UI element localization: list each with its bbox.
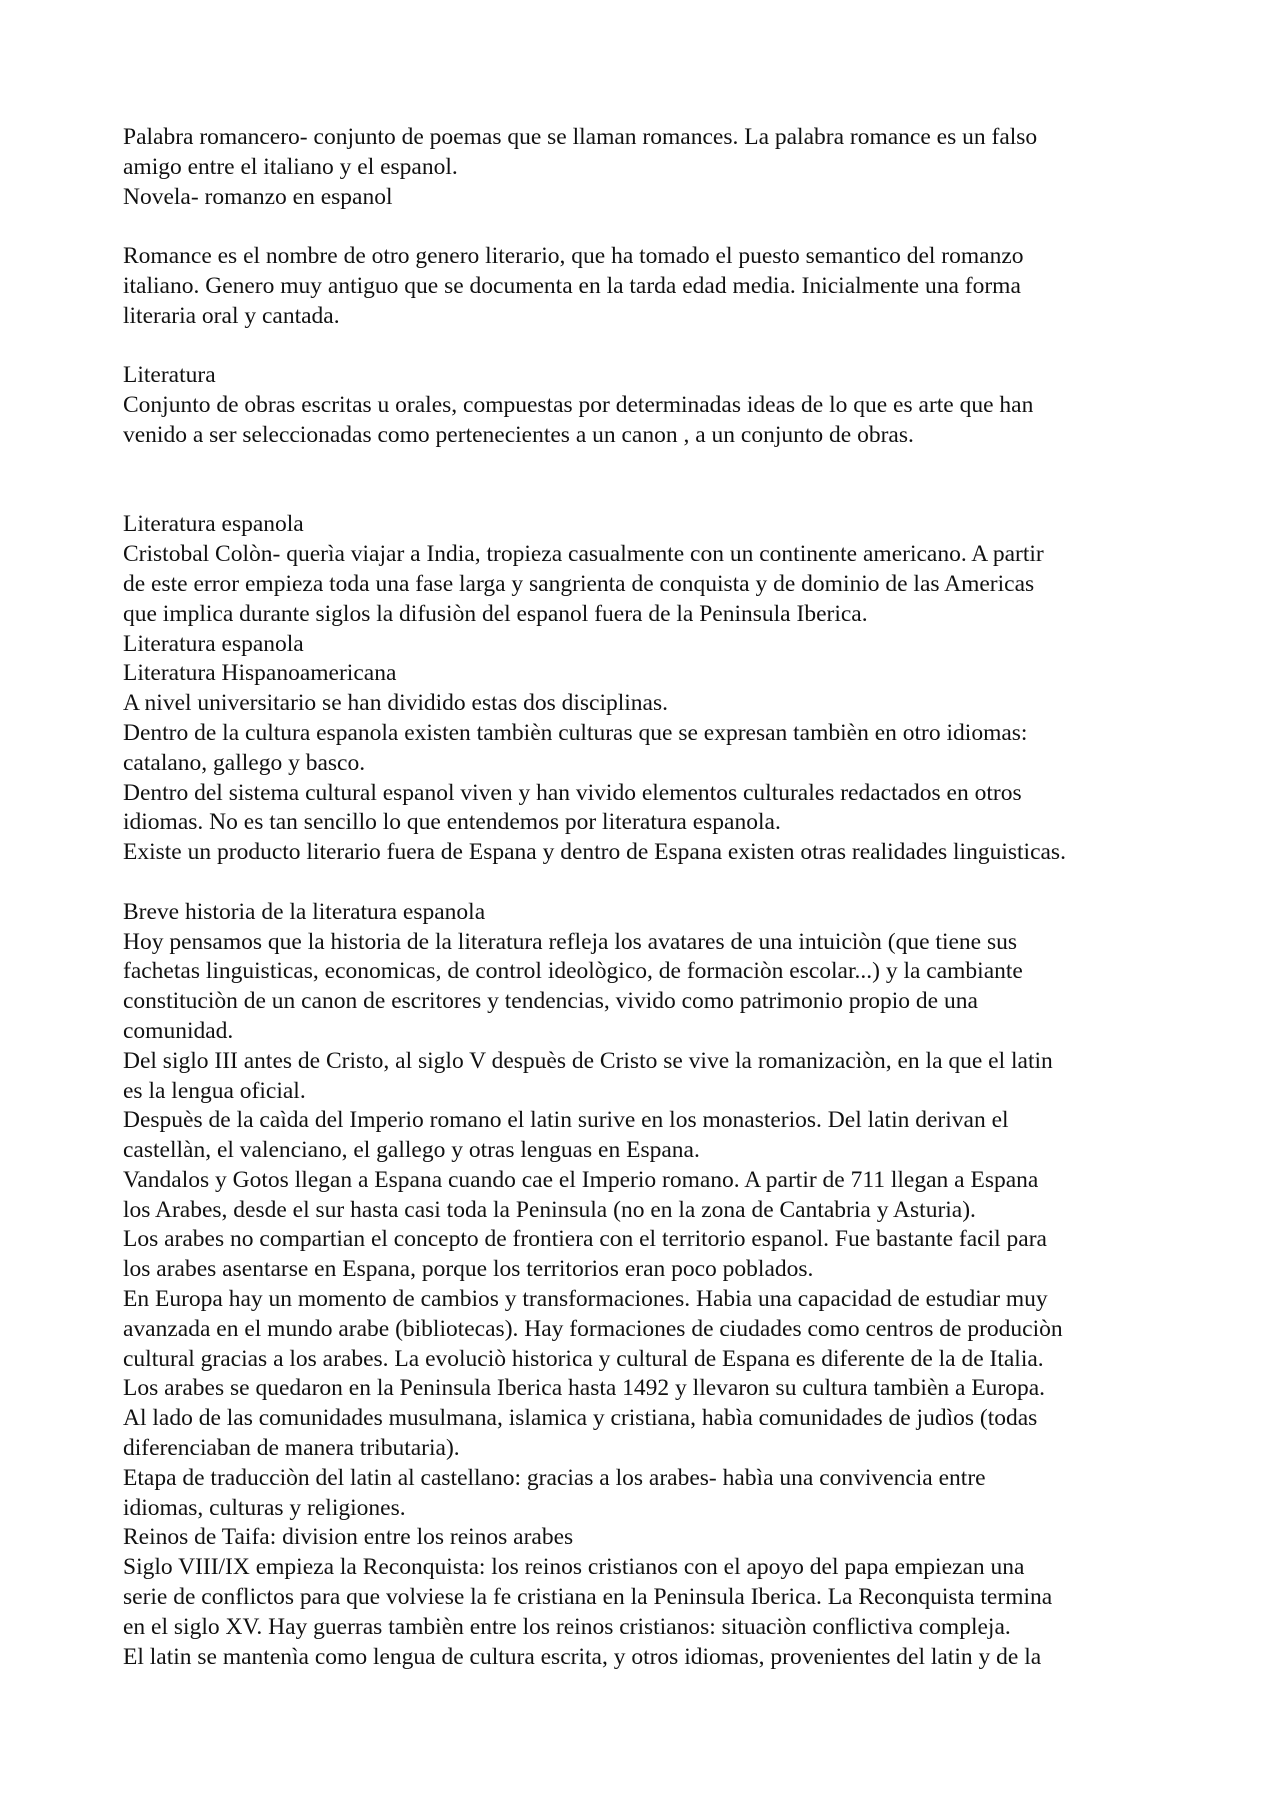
text-line: Literatura Hispanoamericana [123, 660, 397, 687]
text-line: Novela- romanzo en espanol [123, 183, 393, 210]
text-line: Dentro de la cultura espanola existen tambièn culturas que se expresan tambièn en otro idiomas: [123, 719, 1028, 746]
text-line: castellàn, el valenciano, el gallego y otras lenguas en Espana. [123, 1137, 700, 1164]
text-line: Hoy pensamos que la historia de la literatura refleja los avatares de una intuiciòn (que tiene sus [123, 928, 1017, 955]
text-line: Romance es el nombre de otro genero literario, que ha tomado el puesto semantico del romanzo [123, 243, 1024, 270]
text-line: Literatura espanola [123, 511, 304, 538]
text-line: Etapa de traducciòn del latin al castellano: gracias a los arabes- habìa una convivencia entre [123, 1464, 986, 1491]
blank-line [123, 212, 1183, 242]
text-line: Reinos de Taifa: division entre los reinos arabes [123, 1524, 574, 1551]
text-line: Cristobal Colòn- querìa viajar a India, tropieza casualmente con un continente americano. A partir [123, 541, 1044, 568]
blank-line [123, 868, 1183, 898]
text-line: catalano, gallego y basco. [123, 749, 366, 776]
text-line: Dentro del sistema cultural espanol viven y han vivido elementos culturales redactados en otros [123, 779, 1022, 806]
blank-line [123, 481, 1183, 511]
text-line: idiomas. No es tan sencillo lo que entendemos por literatura espanola. [123, 809, 781, 836]
text-line: de este error empieza toda una fase larga y sangrienta de conquista y de dominio de las Americas [123, 570, 1035, 597]
blank-line [123, 332, 1183, 362]
text-line: Palabra romancero- conjunto de poemas que se llaman romances. La palabra romance es un falso [123, 124, 1038, 150]
text-line: Siglo VIII/IX empieza la Reconquista: los reinos cristianos con el apoyo del papa empiezan una [123, 1554, 1025, 1581]
text-line: En Europa hay un momento de cambios y transformaciones. Habia una capacidad de estudiar muy [123, 1286, 1048, 1313]
text-line: amigo entre el italiano y el espanol. [123, 153, 458, 180]
text-line: Vandalos y Gotos llegan a Espana cuando cae el Imperio romano. A partir de 711 llegan a Espana [123, 1166, 1039, 1193]
text-line: que implica durante siglos la difusiòn del espanol fuera de la Peninsula Iberica. [123, 600, 868, 627]
text-line: Los arabes no compartian el concepto de frontiera con el territorio espanol. Fue bastante facil para [123, 1226, 1047, 1253]
text-line: en el siglo XV. Hay guerras tambièn entre los reinos cristianos: situaciòn conflictiva compleja. [123, 1613, 1011, 1640]
text-line: Literatura espanola [123, 630, 304, 657]
text-line: Despuès de la caìda del Imperio romano el latin surive en los monasterios. Del latin derivan el [123, 1107, 1009, 1134]
text-line: Del siglo III antes de Cristo, al siglo V despuès de Cristo se vive la romanizaciòn, en la que el latin [123, 1047, 1053, 1074]
text-line: Conjunto de obras escritas u orales, compuestas por determinadas ideas de lo que es arte que han [123, 392, 1034, 419]
document-body-text [123, 123, 1183, 1672]
text-line: Breve historia de la literatura espanola [123, 898, 486, 925]
text-line: italiano. Genero muy antiguo que se documenta en la tarda edad media. Inicialmente una forma [123, 272, 1021, 299]
text-line: los arabes asentarse en Espana, porque los territorios eran poco poblados. [123, 1256, 814, 1283]
blank-line [123, 451, 1183, 481]
text-line: El latin se mantenìa como lengua de cultura escrita, y otros idiomas, provenientes del latin y de la [123, 1643, 1042, 1670]
text-line: es la lengua oficial. [123, 1077, 306, 1104]
text-line: Literatura [123, 362, 216, 389]
text-line: comunidad. [123, 1017, 234, 1044]
text-line: constituciòn de un canon de escritores y tendencias, vivido como patrimonio propio de una [123, 988, 978, 1015]
text-line: diferenciaban de manera tributaria). [123, 1435, 460, 1462]
text-line: literaria oral y cantada. [123, 302, 340, 329]
text-line: fachetas linguisticas, economicas, de control ideològico, de formaciòn escolar...) y la cambiante [123, 958, 1023, 985]
text-line: A nivel universitario se han dividido estas dos disciplinas. [123, 690, 668, 717]
text-line: Al lado de las comunidades musulmana, islamica y cristiana, habìa comunidades de judìos (todas [123, 1405, 1038, 1432]
text-line: avanzada en el mundo arabe (bibliotecas). Hay formaciones de ciudades como centros de produciòn [123, 1315, 1063, 1342]
text-line: venido a ser seleccionadas como pertenecientes a un canon , a un conjunto de obras. [123, 421, 914, 448]
text-line: los Arabes, desde el sur hasta casi toda la Peninsula (no en la zona de Cantabria y Asturia). [123, 1196, 976, 1223]
text-line: Los arabes se quedaron en la Peninsula Iberica hasta 1492 y llevaron su cultura tambièn a Europa. [123, 1375, 1046, 1402]
text-line: cultural gracias a los arabes. La evoluciò historica y cultural de Espana es diferente de la de Italia. [123, 1345, 1044, 1372]
text-line: idiomas, culturas y religiones. [123, 1494, 406, 1521]
text-line: serie de conflictos para que volviese la fe cristiana en la Peninsula Iberica. La Reconquista termina [123, 1584, 1053, 1611]
text-line: Existe un producto literario fuera de Espana y dentro de Espana existen otras realidades linguisticas. [123, 839, 1066, 866]
